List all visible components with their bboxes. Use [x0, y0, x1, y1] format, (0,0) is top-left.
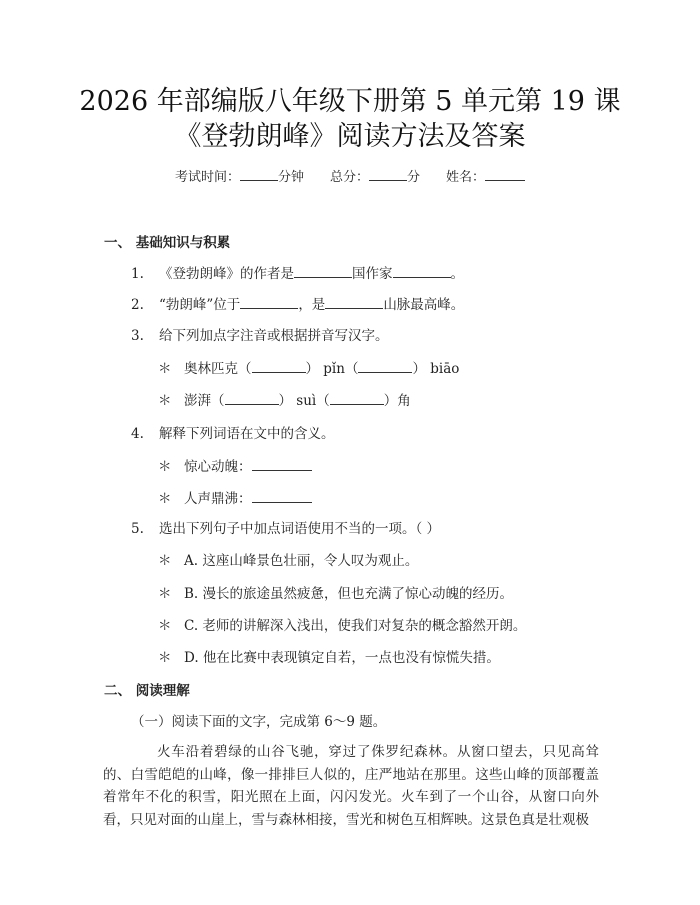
question-text: 解释下列词语在文中的含义。: [159, 426, 335, 442]
reading-passage: 火车沿着碧绿的山谷飞驰，穿过了侏罗纪森林。从窗口望去，只见高耸的、白雪皑皑的山峰，像一排排巨人似的，庄严地站在那里。这些山峰的顶部覆盖着常年不化的积雪，阳光照在上面，闪闪发光。火车到了一个山谷，从窗口向外看，只见对面的山崖上，雪与森林相接，雪光和树色互相辉映。这景色真是壮观极: [103, 744, 599, 828]
answer-blank: [252, 490, 312, 503]
section-heading-2: 二、 阅读理解: [104, 683, 190, 699]
question-number: 2.: [131, 297, 144, 313]
question-text: 选出下列句子中加点词语使用不当的一项。（ ）: [159, 521, 441, 537]
bullet: ＊: [158, 491, 172, 507]
reading-intro: （一）阅读下面的文字，完成第 6～9 题。: [131, 714, 387, 730]
name-label: 姓名：: [446, 170, 486, 185]
option-c: [158, 614, 526, 634]
item-text: ） biāo: [412, 361, 460, 377]
item-text: 澎湃（: [184, 393, 225, 409]
option-text: D. 他在比赛中表现镇定自若，一点也没有惊慌失措。: [184, 650, 500, 666]
question-number: 5.: [131, 521, 144, 537]
question-text: 国作家: [352, 266, 393, 282]
question-text: “勃朗峰”位于: [159, 297, 241, 313]
time-blank: [240, 168, 278, 181]
item-text: ）角: [383, 393, 411, 409]
answer-blank: [240, 296, 298, 309]
document-title-line2: 《登勃朗峰》阅读方法及答案: [174, 121, 526, 152]
answer-blank: [325, 296, 383, 309]
answer-blank: [330, 392, 384, 405]
question-4-item-2: [158, 487, 312, 507]
bullet: ＊: [158, 586, 172, 602]
question-3: [131, 324, 389, 344]
section-heading-1: 一、 基础知识与积累: [104, 235, 231, 251]
item-text: ） suì（: [278, 393, 330, 409]
bullet: ＊: [158, 618, 172, 634]
item-text: 奥林匹克（: [184, 361, 252, 377]
question-number: 4.: [131, 426, 144, 442]
answer-blank: [358, 360, 412, 373]
bullet: ＊: [158, 553, 172, 569]
item-text: ） pǐn（: [305, 361, 359, 377]
option-d: [158, 646, 500, 666]
option-text: C. 老师的讲解深入浅出，使我们对复杂的概念豁然开朗。: [184, 618, 527, 634]
exam-info: [0, 166, 700, 185]
question-3-item-1: [158, 357, 459, 377]
option-b: [158, 582, 513, 602]
question-text: 。: [450, 266, 464, 282]
answer-blank: [393, 265, 451, 278]
item-text: 惊心动魄：: [184, 459, 252, 475]
question-1: [131, 262, 464, 282]
score-label: 总分：: [329, 170, 369, 185]
bullet: ＊: [158, 650, 172, 666]
question-2: [131, 293, 464, 313]
document-title-line1: 2026 年部编版八年级下册第 5 单元第 19 课: [79, 86, 621, 117]
answer-blank: [294, 265, 352, 278]
option-text: B. 漫长的旅途虽然疲惫，但也充满了惊心动魄的经历。: [184, 586, 514, 602]
question-text: ，是: [298, 297, 326, 313]
question-text: 给下列加点字注音或根据拼音写汉字。: [159, 328, 389, 344]
score-unit: 分: [407, 170, 421, 185]
time-unit: 分钟: [277, 170, 304, 185]
bullet: ＊: [158, 393, 172, 409]
option-a: [158, 549, 418, 569]
answer-blank: [225, 392, 279, 405]
item-text: 人声鼎沸：: [184, 491, 252, 507]
score-blank: [369, 168, 407, 181]
time-label: 考试时间：: [174, 170, 240, 185]
question-number: 1.: [131, 266, 144, 282]
question-number: 3.: [131, 328, 144, 344]
question-4: [131, 422, 335, 442]
answer-blank: [252, 360, 306, 373]
answer-blank: [252, 458, 312, 471]
option-text: A. 这座山峰景色壮丽，令人叹为观止。: [184, 553, 419, 569]
question-3-item-2: [158, 389, 411, 409]
bullet: ＊: [158, 361, 172, 377]
question-4-item-1: [158, 455, 312, 475]
question-text: 山脉最高峰。: [383, 297, 465, 313]
question-5: [131, 517, 440, 537]
bullet: ＊: [158, 459, 172, 475]
name-blank: [485, 168, 525, 181]
question-text: 《登勃朗峰》的作者是: [159, 266, 294, 282]
